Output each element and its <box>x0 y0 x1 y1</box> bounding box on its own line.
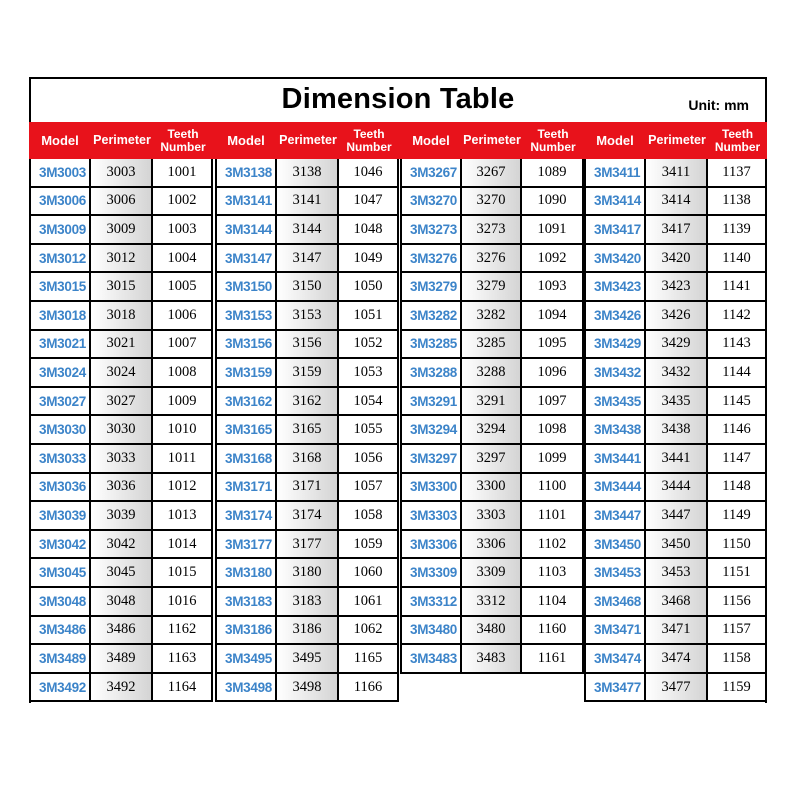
model-cell: 3M3276 <box>400 245 462 274</box>
model-cell: 3M3471 <box>584 617 646 646</box>
perimeter-cell: 3480 <box>462 617 522 646</box>
model-cell: 3M3036 <box>29 474 91 503</box>
perimeter-cell: 3471 <box>646 617 708 646</box>
teeth-number-cell: 1094 <box>522 302 584 331</box>
model-cell: 3M3180 <box>215 559 277 588</box>
teeth-number-cell: 1095 <box>522 331 584 360</box>
header-teeth-number: Teeth Number <box>346 126 392 154</box>
perimeter-cell: 3168 <box>277 445 339 474</box>
teeth-number-cell: 1145 <box>708 388 767 417</box>
teeth-number-cell: 1091 <box>522 216 584 245</box>
model-cell: 3M3156 <box>215 331 277 360</box>
model-cell: 3M3183 <box>215 588 277 617</box>
teeth-number-cell: 1005 <box>153 273 213 302</box>
perimeter-cell: 3183 <box>277 588 339 617</box>
teeth-number-cell: 1166 <box>339 674 399 703</box>
perimeter-cell: 3411 <box>646 159 708 188</box>
teeth-number-cell: 1097 <box>522 388 584 417</box>
model-cell: 3M3021 <box>29 331 91 360</box>
model-cell: 3M3291 <box>400 388 462 417</box>
model-cell: 3M3429 <box>584 331 646 360</box>
teeth-number-cell: 1138 <box>708 188 767 217</box>
header-model: Model <box>412 133 450 148</box>
header-teeth-number: Teeth Number <box>160 126 206 154</box>
model-cell: 3M3450 <box>584 531 646 560</box>
perimeter-cell: 3006 <box>91 188 153 217</box>
model-cell: 3M3018 <box>29 302 91 331</box>
perimeter-cell: 3468 <box>646 588 708 617</box>
model-cell: 3M3147 <box>215 245 277 274</box>
model-cell: 3M3162 <box>215 388 277 417</box>
perimeter-cell: 3429 <box>646 331 708 360</box>
teeth-number-cell: 1056 <box>339 445 399 474</box>
teeth-number-cell: 1004 <box>153 245 213 274</box>
perimeter-cell: 3447 <box>646 502 708 531</box>
teeth-number-cell: 1058 <box>339 502 399 531</box>
teeth-number-cell: 1057 <box>339 474 399 503</box>
model-cell: 3M3186 <box>215 617 277 646</box>
model-cell: 3M3447 <box>584 502 646 531</box>
model-cell: 3M3165 <box>215 416 277 445</box>
perimeter-cell: 3282 <box>462 302 522 331</box>
model-cell: 3M3141 <box>215 188 277 217</box>
model-cell: 3M3495 <box>215 645 277 674</box>
teeth-number-cell: 1006 <box>153 302 213 331</box>
teeth-number-cell: 1157 <box>708 617 767 646</box>
perimeter-cell: 3483 <box>462 645 522 674</box>
perimeter-cell: 3312 <box>462 588 522 617</box>
header-model: Model <box>227 133 265 148</box>
perimeter-cell: 3285 <box>462 331 522 360</box>
header-model: Model <box>596 133 634 148</box>
teeth-number-cell: 1047 <box>339 188 399 217</box>
title-bar <box>29 77 767 122</box>
teeth-number-cell: 1149 <box>708 502 767 531</box>
model-cell: 3M3012 <box>29 245 91 274</box>
teeth-number-cell: 1148 <box>708 474 767 503</box>
teeth-number-cell: 1142 <box>708 302 767 331</box>
perimeter-cell: 3153 <box>277 302 339 331</box>
model-cell: 3M3306 <box>400 531 462 560</box>
teeth-number-cell: 1161 <box>522 645 584 674</box>
model-cell: 3M3474 <box>584 645 646 674</box>
teeth-number-cell: 1054 <box>339 388 399 417</box>
teeth-number-cell: 1011 <box>153 445 213 474</box>
model-cell: 3M3171 <box>215 474 277 503</box>
model-cell: 3M3300 <box>400 474 462 503</box>
model-cell: 3M3303 <box>400 502 462 531</box>
perimeter-cell: 3174 <box>277 502 339 531</box>
teeth-number-cell: 1101 <box>522 502 584 531</box>
teeth-number-cell: 1013 <box>153 502 213 531</box>
perimeter-cell: 3003 <box>91 159 153 188</box>
teeth-number-cell: 1089 <box>522 159 584 188</box>
header-teeth-number: Teeth Number <box>714 126 761 154</box>
model-cell: 3M3153 <box>215 302 277 331</box>
model-cell: 3M3489 <box>29 645 91 674</box>
header-model: Model <box>41 133 79 148</box>
teeth-number-cell: 1163 <box>153 645 213 674</box>
teeth-number-cell: 1096 <box>522 359 584 388</box>
model-cell: 3M3039 <box>29 502 91 531</box>
perimeter-cell: 3486 <box>91 617 153 646</box>
model-cell: 3M3414 <box>584 188 646 217</box>
perimeter-cell: 3150 <box>277 273 339 302</box>
perimeter-cell: 3267 <box>462 159 522 188</box>
perimeter-cell: 3012 <box>91 245 153 274</box>
perimeter-cell: 3045 <box>91 559 153 588</box>
teeth-number-cell: 1164 <box>153 674 213 703</box>
teeth-number-cell: 1159 <box>708 674 767 703</box>
teeth-number-cell: 1002 <box>153 188 213 217</box>
model-cell: 3M3444 <box>584 474 646 503</box>
model-cell: 3M3417 <box>584 216 646 245</box>
teeth-number-cell: 1007 <box>153 331 213 360</box>
header-perimeter: Perimeter <box>279 133 337 147</box>
perimeter-cell: 3036 <box>91 474 153 503</box>
teeth-number-cell: 1009 <box>153 388 213 417</box>
teeth-number-cell: 1139 <box>708 216 767 245</box>
model-cell: 3M3312 <box>400 588 462 617</box>
perimeter-cell: 3030 <box>91 416 153 445</box>
perimeter-cell: 3273 <box>462 216 522 245</box>
perimeter-cell: 3495 <box>277 645 339 674</box>
model-cell: 3M3006 <box>29 188 91 217</box>
perimeter-cell: 3309 <box>462 559 522 588</box>
model-cell: 3M3138 <box>215 159 277 188</box>
teeth-number-cell: 1049 <box>339 245 399 274</box>
perimeter-cell: 3306 <box>462 531 522 560</box>
teeth-number-cell: 1008 <box>153 359 213 388</box>
perimeter-cell: 3489 <box>91 645 153 674</box>
teeth-number-cell: 1055 <box>339 416 399 445</box>
teeth-number-cell: 1050 <box>339 273 399 302</box>
teeth-number-cell: 1137 <box>708 159 767 188</box>
teeth-number-cell: 1046 <box>339 159 399 188</box>
model-cell: 3M3279 <box>400 273 462 302</box>
model-cell: 3M3003 <box>29 159 91 188</box>
perimeter-cell: 3180 <box>277 559 339 588</box>
teeth-number-cell: 1151 <box>708 559 767 588</box>
model-cell: 3M3033 <box>29 445 91 474</box>
perimeter-cell: 3018 <box>91 302 153 331</box>
perimeter-cell: 3186 <box>277 617 339 646</box>
perimeter-cell: 3303 <box>462 502 522 531</box>
perimeter-cell: 3270 <box>462 188 522 217</box>
perimeter-cell: 3438 <box>646 416 708 445</box>
teeth-number-cell: 1100 <box>522 474 584 503</box>
model-cell: 3M3411 <box>584 159 646 188</box>
perimeter-cell: 3453 <box>646 559 708 588</box>
perimeter-cell: 3417 <box>646 216 708 245</box>
teeth-number-cell: 1156 <box>708 588 767 617</box>
model-cell: 3M3432 <box>584 359 646 388</box>
model-cell: 3M3288 <box>400 359 462 388</box>
perimeter-cell: 3177 <box>277 531 339 560</box>
perimeter-cell: 3015 <box>91 273 153 302</box>
model-cell: 3M3144 <box>215 216 277 245</box>
perimeter-cell: 3432 <box>646 359 708 388</box>
perimeter-cell: 3165 <box>277 416 339 445</box>
model-cell: 3M3030 <box>29 416 91 445</box>
perimeter-cell: 3024 <box>91 359 153 388</box>
model-cell: 3M3297 <box>400 445 462 474</box>
perimeter-cell: 3288 <box>462 359 522 388</box>
header-perimeter: Perimeter <box>463 133 521 147</box>
model-cell: 3M3486 <box>29 617 91 646</box>
perimeter-cell: 3156 <box>277 331 339 360</box>
model-cell: 3M3294 <box>400 416 462 445</box>
header-perimeter: Perimeter <box>648 133 706 147</box>
perimeter-cell: 3141 <box>277 188 339 217</box>
model-cell: 3M3426 <box>584 302 646 331</box>
unit-label: Unit: mm <box>688 97 749 113</box>
model-cell: 3M3423 <box>584 273 646 302</box>
model-cell: 3M3027 <box>29 388 91 417</box>
teeth-number-cell: 1103 <box>522 559 584 588</box>
perimeter-cell: 3162 <box>277 388 339 417</box>
perimeter-cell: 3042 <box>91 531 153 560</box>
perimeter-cell: 3426 <box>646 302 708 331</box>
model-cell: 3M3270 <box>400 188 462 217</box>
model-cell: 3M3273 <box>400 216 462 245</box>
model-cell: 3M3285 <box>400 331 462 360</box>
teeth-number-cell: 1059 <box>339 531 399 560</box>
model-cell: 3M3438 <box>584 416 646 445</box>
perimeter-cell: 3159 <box>277 359 339 388</box>
model-cell: 3M3267 <box>400 159 462 188</box>
teeth-number-cell: 1010 <box>153 416 213 445</box>
model-cell: 3M3492 <box>29 674 91 703</box>
teeth-number-cell: 1104 <box>522 588 584 617</box>
teeth-number-cell: 1099 <box>522 445 584 474</box>
perimeter-cell: 3291 <box>462 388 522 417</box>
teeth-number-cell: 1140 <box>708 245 767 274</box>
model-cell: 3M3480 <box>400 617 462 646</box>
perimeter-cell: 3276 <box>462 245 522 274</box>
teeth-number-cell: 1061 <box>339 588 399 617</box>
perimeter-cell: 3171 <box>277 474 339 503</box>
perimeter-cell: 3033 <box>91 445 153 474</box>
perimeter-cell: 3414 <box>646 188 708 217</box>
model-cell: 3M3498 <box>215 674 277 703</box>
teeth-number-cell: 1150 <box>708 531 767 560</box>
perimeter-cell: 3300 <box>462 474 522 503</box>
perimeter-cell: 3441 <box>646 445 708 474</box>
model-cell: 3M3015 <box>29 273 91 302</box>
model-cell: 3M3477 <box>584 674 646 703</box>
teeth-number-cell: 1141 <box>708 273 767 302</box>
perimeter-cell: 3294 <box>462 416 522 445</box>
teeth-number-cell: 1160 <box>522 617 584 646</box>
model-cell: 3M3048 <box>29 588 91 617</box>
teeth-number-cell: 1053 <box>339 359 399 388</box>
teeth-number-cell: 1012 <box>153 474 213 503</box>
model-cell: 3M3435 <box>584 388 646 417</box>
model-cell: 3M3420 <box>584 245 646 274</box>
perimeter-cell: 3297 <box>462 445 522 474</box>
page-title: Dimension Table <box>281 83 515 115</box>
teeth-number-cell: 1165 <box>339 645 399 674</box>
teeth-number-cell: 1143 <box>708 331 767 360</box>
model-cell: 3M3309 <box>400 559 462 588</box>
perimeter-cell: 3048 <box>91 588 153 617</box>
model-cell: 3M3024 <box>29 359 91 388</box>
teeth-number-cell: 1052 <box>339 331 399 360</box>
perimeter-cell: 3474 <box>646 645 708 674</box>
teeth-number-cell: 1093 <box>522 273 584 302</box>
teeth-number-cell: 1051 <box>339 302 399 331</box>
model-cell: 3M3468 <box>584 588 646 617</box>
perimeter-cell: 3021 <box>91 331 153 360</box>
teeth-number-cell: 1092 <box>522 245 584 274</box>
perimeter-cell: 3477 <box>646 674 708 703</box>
model-cell: 3M3177 <box>215 531 277 560</box>
model-cell: 3M3453 <box>584 559 646 588</box>
teeth-number-cell: 1098 <box>522 416 584 445</box>
teeth-number-cell: 1062 <box>339 617 399 646</box>
perimeter-cell: 3492 <box>91 674 153 703</box>
model-cell: 3M3042 <box>29 531 91 560</box>
teeth-number-cell: 1158 <box>708 645 767 674</box>
perimeter-cell: 3039 <box>91 502 153 531</box>
model-cell: 3M3483 <box>400 645 462 674</box>
header-teeth-number: Teeth Number <box>530 126 576 154</box>
teeth-number-cell: 1014 <box>153 531 213 560</box>
perimeter-cell: 3423 <box>646 273 708 302</box>
teeth-number-cell: 1146 <box>708 416 767 445</box>
teeth-number-cell: 1102 <box>522 531 584 560</box>
teeth-number-cell: 1162 <box>153 617 213 646</box>
perimeter-cell: 3144 <box>277 216 339 245</box>
perimeter-cell: 3444 <box>646 474 708 503</box>
model-cell: 3M3159 <box>215 359 277 388</box>
teeth-number-cell: 1144 <box>708 359 767 388</box>
perimeter-cell: 3420 <box>646 245 708 274</box>
perimeter-cell: 3279 <box>462 273 522 302</box>
teeth-number-cell: 1016 <box>153 588 213 617</box>
teeth-number-cell: 1015 <box>153 559 213 588</box>
model-cell: 3M3168 <box>215 445 277 474</box>
perimeter-cell: 3027 <box>91 388 153 417</box>
teeth-number-cell: 1147 <box>708 445 767 474</box>
perimeter-cell: 3450 <box>646 531 708 560</box>
perimeter-cell: 3435 <box>646 388 708 417</box>
model-cell: 3M3282 <box>400 302 462 331</box>
perimeter-cell: 3009 <box>91 216 153 245</box>
teeth-number-cell: 1048 <box>339 216 399 245</box>
model-cell: 3M3045 <box>29 559 91 588</box>
model-cell: 3M3009 <box>29 216 91 245</box>
teeth-number-cell: 1060 <box>339 559 399 588</box>
perimeter-cell: 3498 <box>277 674 339 703</box>
model-cell: 3M3441 <box>584 445 646 474</box>
perimeter-cell: 3147 <box>277 245 339 274</box>
teeth-number-cell: 1003 <box>153 216 213 245</box>
model-cell: 3M3174 <box>215 502 277 531</box>
teeth-number-cell: 1001 <box>153 159 213 188</box>
teeth-number-cell: 1090 <box>522 188 584 217</box>
header-perimeter: Perimeter <box>93 133 151 147</box>
model-cell: 3M3150 <box>215 273 277 302</box>
perimeter-cell: 3138 <box>277 159 339 188</box>
